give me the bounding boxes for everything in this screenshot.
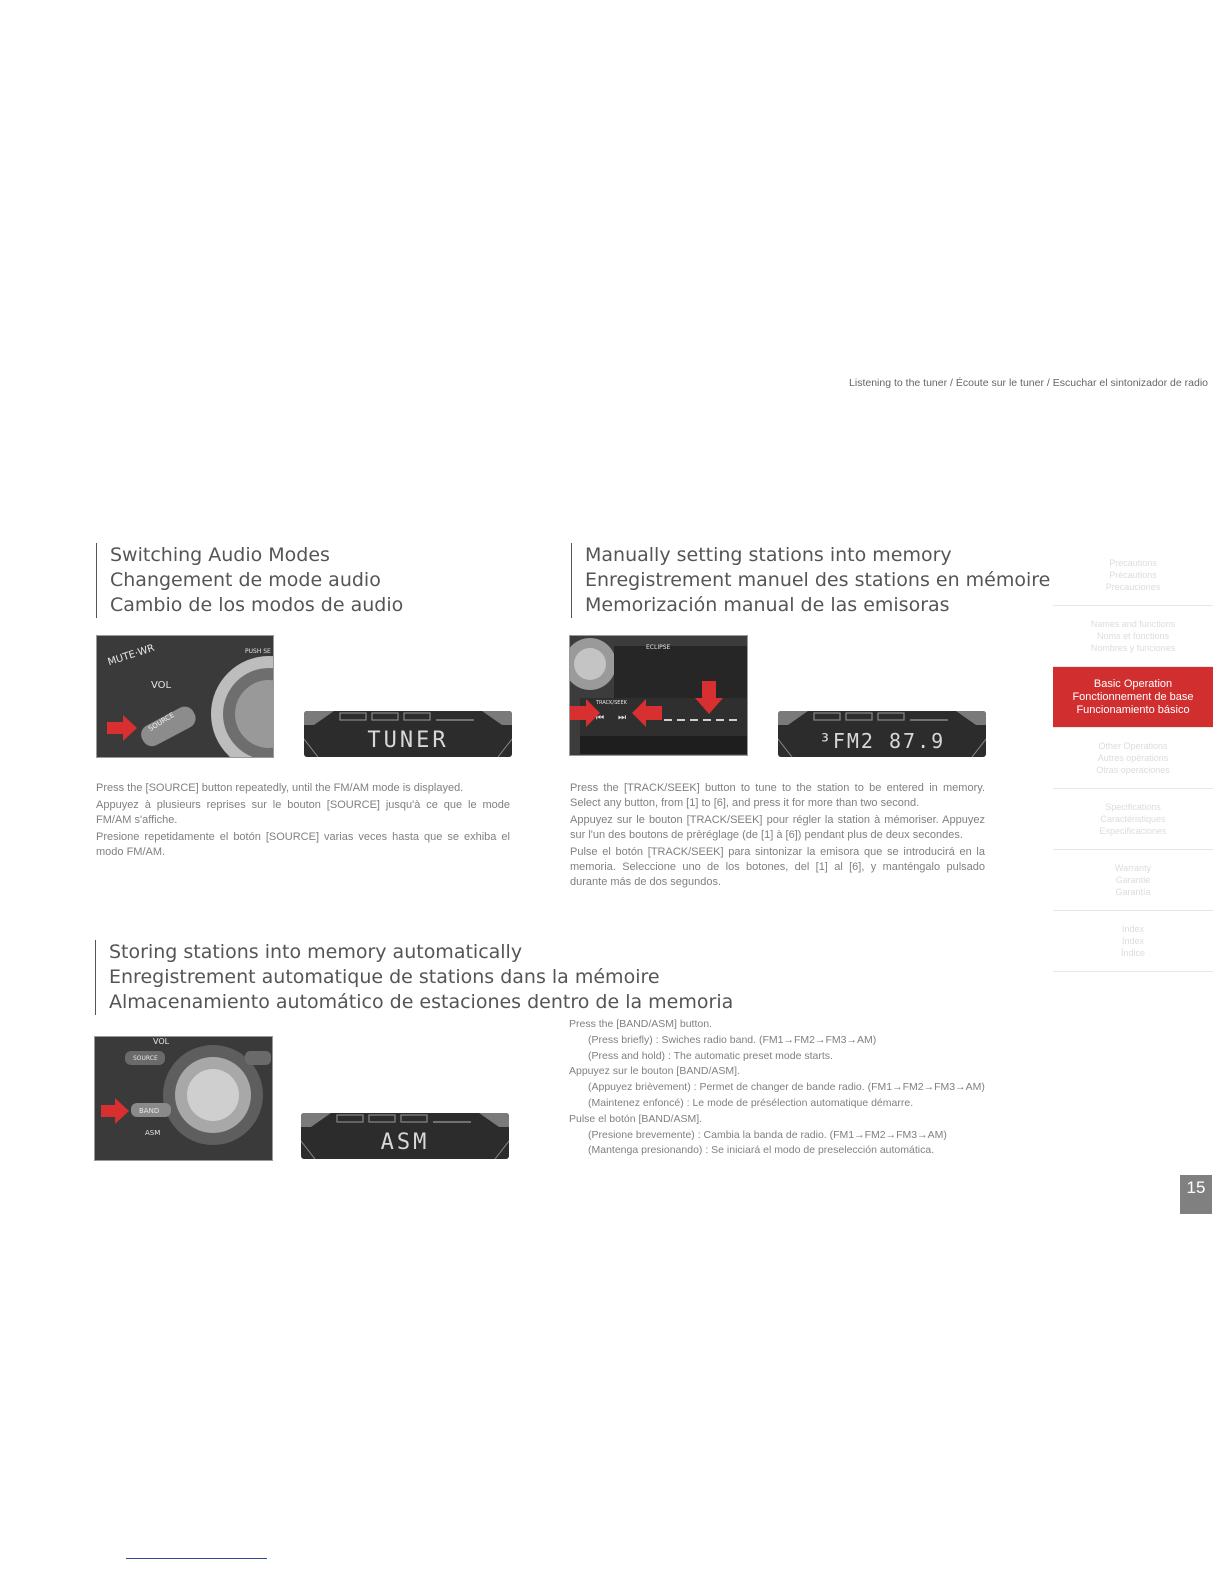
side-nav-item[interactable] bbox=[1053, 606, 1213, 667]
svg-text:⏭: ⏭ bbox=[618, 713, 627, 723]
vol-label: VOL bbox=[153, 1037, 170, 1046]
instruction-es: Pulse el botón [TRACK/SEEK] para sintonizar la emisora que se introducirá en la memoria. Seleccione uno de los botones, del [1] al [6], y manténgalo pulsado durante más de dos segundos. bbox=[570, 846, 985, 888]
auto-instructions bbox=[569, 1017, 989, 1159]
instruction-en: Press the [TRACK/SEEK] button to tune to the station to be entered in memory. Select any button, from [1] to [6], and press it for more than two second. bbox=[570, 782, 985, 809]
mute-label: MUTE·WR bbox=[106, 642, 156, 669]
instruction-line: Pulse el botón [BAND/ASM]. bbox=[569, 1112, 703, 1125]
side-nav-item[interactable] bbox=[1053, 667, 1213, 728]
lcd-display-asm bbox=[301, 1113, 509, 1159]
heading-es: Almacenamiento automático de estaciones dentro de la memoria bbox=[109, 991, 734, 1013]
instruction-line: (Appuyez brièvement) : Permet de changer de bande radio. (FM1→FM2→FM3→AM) bbox=[588, 1081, 985, 1094]
track-seek-label: TRACK/SEEK bbox=[596, 700, 627, 706]
auto-instruction-lines bbox=[569, 1017, 989, 1159]
track-seek-photo bbox=[569, 635, 748, 756]
side-nav-label: Precautions Précautions Precauciones bbox=[1105, 558, 1161, 592]
instruction-en: Press the [SOURCE] button repeatedly, until the FM/AM mode is displayed. bbox=[96, 782, 464, 794]
instruction-es: Presione repetidamente el botón [SOURCE] varias veces hasta que se exhiba el modo FM/AM. bbox=[96, 831, 510, 858]
svg-text:⏮: ⏮ bbox=[596, 713, 605, 723]
instruction-fr: Appuyez sur le bouton [TRACK/SEEK] pour régler la station à mémoriser. Appuyez sur l'un des boutons de prèréglage (de [1] à [6]) pendant plus de deux secondes. bbox=[570, 814, 985, 841]
side-nav-label: Other Operations Autres opérations Otras operaciones bbox=[1096, 741, 1170, 775]
footer-line bbox=[126, 1558, 267, 1559]
push-label: PUSH SE bbox=[245, 648, 271, 655]
source-button-photo bbox=[96, 635, 274, 758]
asm-label: ASM bbox=[145, 1129, 161, 1137]
heading-es: Cambio de los modos de audio bbox=[110, 594, 404, 616]
heading-fr: Enregistrement automatique de stations dans la mémoire bbox=[109, 966, 660, 988]
switching-instructions bbox=[96, 781, 510, 862]
section-heading-manual bbox=[571, 543, 1050, 618]
side-nav-label: Basic Operation Fonctionnement de base Funcionamiento básico bbox=[1072, 677, 1194, 716]
instruction-line: Press the [BAND/ASM] button. bbox=[569, 1018, 712, 1030]
heading-fr: Changement de mode audio bbox=[110, 569, 381, 591]
band-asm-photo bbox=[94, 1036, 273, 1161]
instruction-line: (Press and hold) : The automatic preset mode starts. bbox=[588, 1049, 833, 1062]
source-label: SOURCE bbox=[147, 710, 176, 734]
heading-en: Storing stations into memory automatically bbox=[109, 941, 523, 963]
side-nav-label: Index Index Índice bbox=[1120, 924, 1146, 958]
page-number: 15 bbox=[1180, 1175, 1212, 1214]
source-label: SOURCE bbox=[133, 1055, 158, 1062]
side-nav-item[interactable] bbox=[1053, 850, 1213, 911]
lcd-text: ASM bbox=[380, 1130, 430, 1155]
side-nav bbox=[1053, 545, 1213, 972]
side-nav-item[interactable] bbox=[1053, 545, 1213, 606]
lcd-display-tuner bbox=[304, 711, 512, 757]
brand-label: ECLIPSE bbox=[646, 644, 671, 651]
track-seek-illustration bbox=[570, 636, 747, 755]
section-heading-auto bbox=[95, 940, 733, 1015]
side-nav-label: Specifications Caractéristiques Especificaciones bbox=[1099, 802, 1167, 836]
side-nav-item[interactable] bbox=[1053, 789, 1213, 850]
band-label: BAND bbox=[139, 1107, 160, 1115]
instruction-fr: Appuyez à plusieurs reprises sur le bouton [SOURCE] jusqu'à ce que le mode FM/AM s'affiche. bbox=[96, 799, 510, 826]
heading-es: Memorización manual de las emisoras bbox=[585, 594, 950, 616]
heading-en: Switching Audio Modes bbox=[110, 544, 330, 566]
side-nav-item[interactable] bbox=[1053, 728, 1213, 789]
side-nav-item[interactable] bbox=[1053, 911, 1213, 972]
lcd-text: TUNER bbox=[367, 728, 449, 753]
heading-fr: Enregistrement manuel des stations en mémoire bbox=[585, 569, 1051, 591]
instruction-line: (Presione brevemente) : Cambia la banda de radio. (FM1→FM2→FM3→AM) bbox=[588, 1128, 947, 1141]
band-asm-illustration bbox=[95, 1037, 272, 1160]
lcd-display-fm2 bbox=[778, 711, 986, 757]
section-heading-switching bbox=[96, 543, 403, 618]
instruction-line: (Mantenga presionando) : Se iniciará el modo de preselección automática. bbox=[588, 1144, 935, 1157]
lcd-text: ³FM2 87.9 bbox=[818, 729, 946, 753]
vol-label: VOL bbox=[151, 680, 172, 691]
running-header: Listening to the tuner / Écoute sur le tuner / Escuchar el sintonizador de radio bbox=[849, 377, 1208, 389]
instruction-line: Appuyez sur le bouton [BAND/ASM]. bbox=[569, 1065, 740, 1078]
side-nav-label: Names and functions Noms et fonctions Nombres y funciones bbox=[1090, 619, 1176, 653]
manual-instructions bbox=[570, 781, 985, 892]
side-nav-label: Warranty Garantie Garantía bbox=[1114, 863, 1152, 897]
instruction-line: (Press briefly) : Swiches radio band. (FM1→FM2→FM3→AM) bbox=[588, 1033, 877, 1046]
instruction-line: (Maintenez enfoncé) : Le mode de présélection automatique démarre. bbox=[588, 1096, 914, 1109]
heading-en: Manually setting stations into memory bbox=[585, 544, 952, 566]
